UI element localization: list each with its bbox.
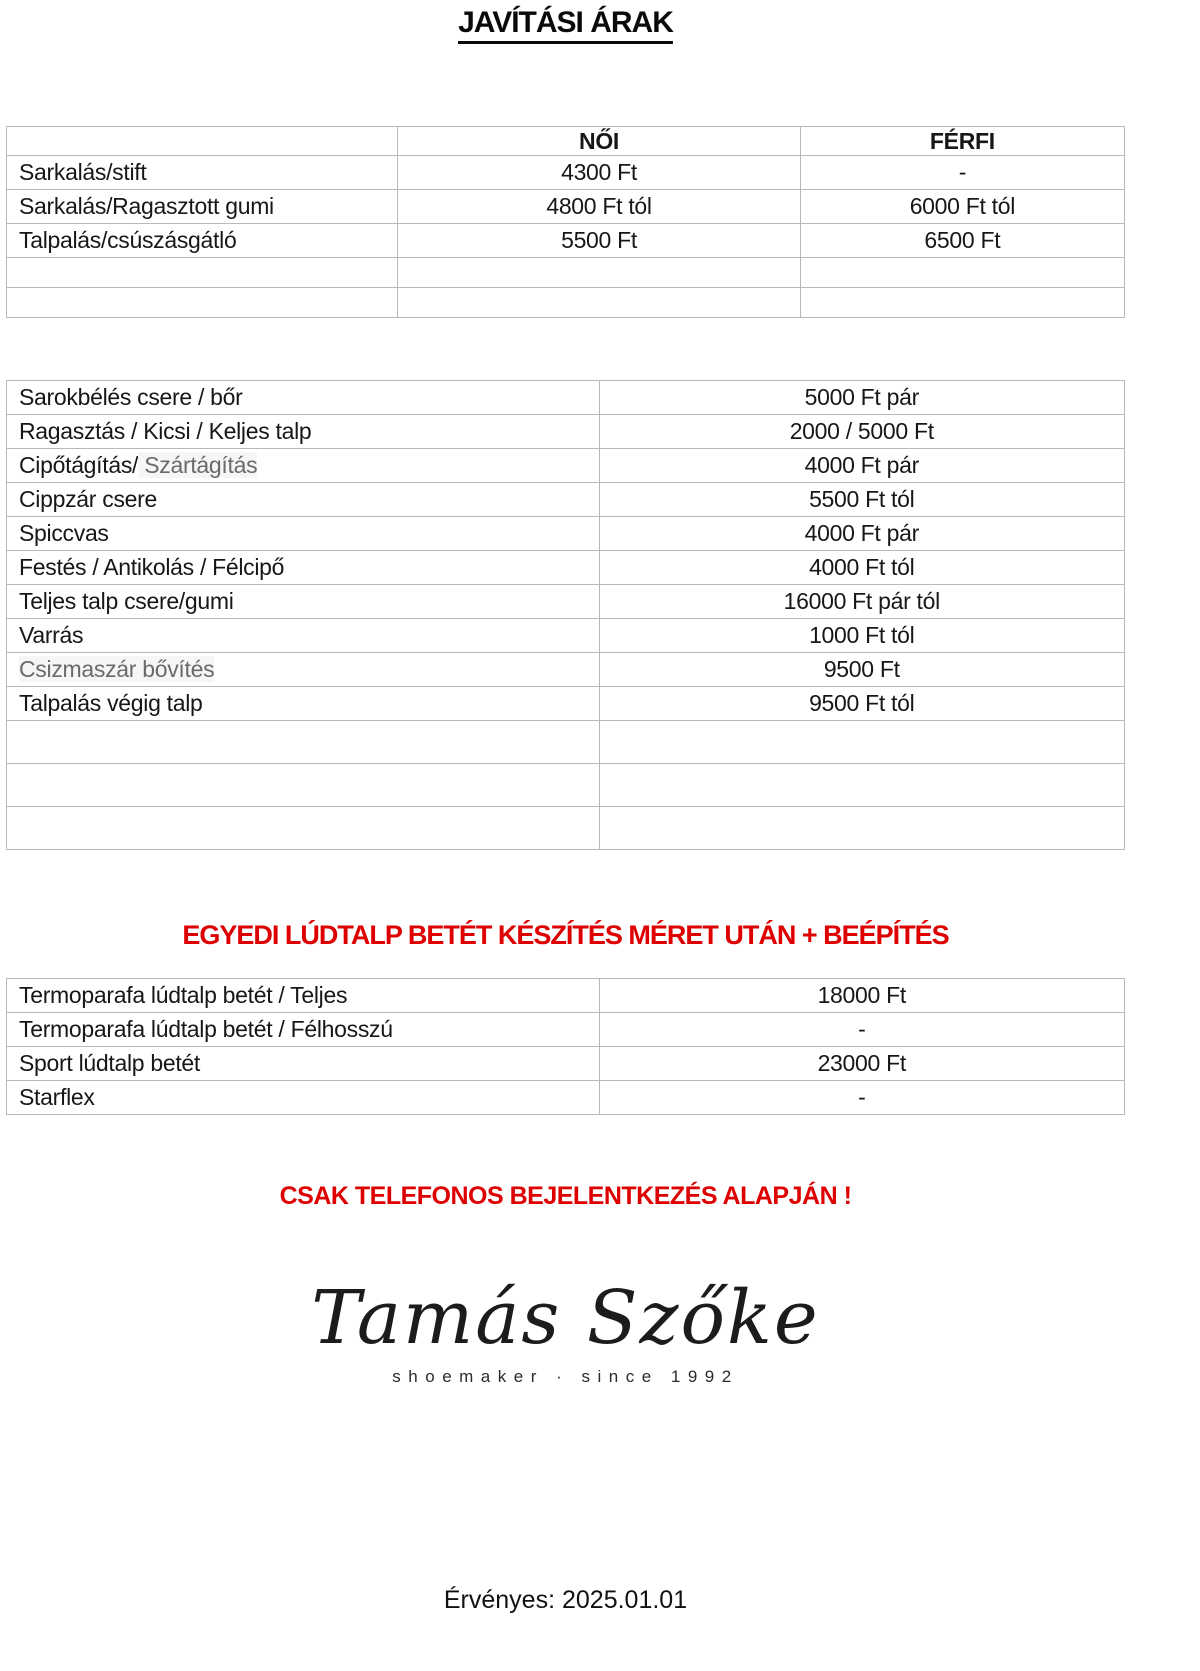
table-cell-muted-text: Csizmaszár bővítés [19, 656, 215, 682]
table-cell-text: - [958, 159, 967, 185]
table-row [7, 449, 1125, 483]
table-cell-text: 4000 Ft tól [809, 554, 915, 580]
table-cell-text: - [858, 1016, 866, 1042]
insole-pricing-section [6, 978, 1125, 1115]
table-cell [7, 551, 600, 585]
page-content [6, 0, 1125, 1671]
table-cell-text: Cipőtágítás/ [19, 452, 139, 478]
insole-section-heading: EGYEDI LÚDTALP BETÉT KÉSZÍTÉS MÉRET UTÁN + BEÉPÍTÉS [182, 920, 949, 950]
table-row [7, 224, 1125, 258]
table-cell [7, 653, 600, 687]
table-row [7, 258, 1125, 288]
table-cell [599, 764, 1124, 807]
table-cell [599, 551, 1124, 585]
table-cell [599, 653, 1124, 687]
table-cell-text: 4000 Ft pár [804, 520, 919, 546]
table-cell-muted-text: Szártágítás [138, 452, 258, 478]
logo-tagline: shoemaker · since 1992 [392, 1366, 739, 1386]
table-row [7, 721, 1125, 764]
table-cell-text: 5000 Ft pár [804, 384, 919, 410]
table-cell-text: Ragasztás / Kicsi / Keljes talp [19, 418, 312, 444]
table-cell [800, 258, 1124, 288]
table-cell [7, 381, 600, 415]
table-cell [599, 979, 1124, 1013]
table-cell-text: 9500 Ft tól [809, 690, 915, 716]
table-cell [800, 156, 1124, 190]
table-cell-text: 4000 Ft pár [804, 452, 919, 478]
table-cell [599, 449, 1124, 483]
table-cell-text: 5500 Ft [561, 227, 637, 253]
table-cell-text: Varrás [19, 622, 84, 648]
table-cell [599, 1013, 1124, 1047]
table-cell [599, 807, 1124, 850]
col-header-women: NŐI [398, 127, 800, 156]
page-title: JAVÍTÁSI ÁRAK [458, 6, 673, 44]
table-cell [599, 517, 1124, 551]
table-cell [7, 415, 600, 449]
table-cell-text: Talpalás/csúszásgátló [19, 227, 237, 253]
logo-script-name: Tamás Szőke [311, 1275, 820, 1361]
table-cell-text: 1000 Ft tól [809, 622, 915, 648]
title-section [6, 6, 1125, 44]
table-cell [599, 415, 1124, 449]
table-cell-text: 18000 Ft [817, 982, 906, 1008]
table-cell [7, 156, 398, 190]
table-cell-text: Sarkalás/Ragasztott gumi [19, 193, 274, 219]
table-cell-text: Festés / Antikolás / Félcipő [19, 554, 285, 580]
table-cell [7, 619, 600, 653]
table-cell-text: 9500 Ft [823, 656, 900, 682]
table-cell [7, 585, 600, 619]
table-cell [7, 449, 600, 483]
table-row [7, 619, 1125, 653]
table-cell [7, 721, 600, 764]
table-cell-text: Termoparafa lúdtalp betét / Félhosszú [19, 1016, 393, 1042]
table-cell [7, 1047, 600, 1081]
table-row [7, 687, 1125, 721]
table-cell [599, 585, 1124, 619]
table-row [7, 1047, 1125, 1081]
table-cell-text: Spiccvas [19, 520, 109, 546]
table-cell [800, 190, 1124, 224]
table-cell [800, 288, 1124, 318]
col-header-men: FÉRFI [800, 127, 1124, 156]
table-row [7, 807, 1125, 850]
table-cell [800, 224, 1124, 258]
table-cell [599, 381, 1124, 415]
table-row [7, 1013, 1125, 1047]
table-row [7, 190, 1125, 224]
services-pricing-table [6, 380, 1125, 850]
table-cell [7, 517, 600, 551]
table-row [7, 156, 1125, 190]
table-cell-text: Sport lúdtalp betét [19, 1050, 200, 1076]
table-cell-text: Starflex [19, 1084, 95, 1110]
table-cell [398, 224, 800, 258]
table-cell [599, 1047, 1124, 1081]
table-cell [398, 288, 800, 318]
table-cell [398, 190, 800, 224]
table-cell [7, 224, 398, 258]
insole-pricing-table [6, 978, 1125, 1115]
table-row [7, 653, 1125, 687]
table-cell-text: 5500 Ft tól [809, 486, 915, 512]
table-cell-text: 23000 Ft [817, 1050, 906, 1076]
table-row [7, 288, 1125, 318]
table-cell [7, 288, 398, 318]
table-cell-text: 16000 Ft pár tól [783, 588, 940, 614]
table-cell [398, 258, 800, 288]
table-cell [7, 687, 600, 721]
table-row [7, 585, 1125, 619]
col-header-blank [7, 127, 398, 156]
services-pricing-section [6, 380, 1125, 850]
table-cell-text: Teljes talp csere/gumi [19, 588, 234, 614]
table-cell-text: 6500 Ft [924, 227, 1001, 253]
table-row [7, 764, 1125, 807]
table-cell-text: Termoparafa lúdtalp betét / Teljes [19, 982, 348, 1008]
table-cell [7, 483, 600, 517]
table-cell [7, 258, 398, 288]
table-cell [7, 1081, 600, 1115]
heel-sole-pricing-section [6, 126, 1125, 318]
table-cell-text: 4300 Ft [561, 159, 637, 185]
table-row [7, 517, 1125, 551]
heel-sole-pricing-table [6, 126, 1125, 318]
table-cell [599, 687, 1124, 721]
table-row [7, 979, 1125, 1013]
table-cell [398, 156, 800, 190]
table-cell-text: 2000 / 5000 Ft [789, 418, 934, 444]
phone-appointment-note: CSAK TELEFONOS BEJELENTKEZÉS ALAPJÁN ! [279, 1182, 852, 1210]
table-cell [7, 807, 600, 850]
table-cell [599, 1081, 1124, 1115]
table-row [7, 1081, 1125, 1115]
table-row [7, 483, 1125, 517]
table-row [7, 551, 1125, 585]
table-cell [599, 721, 1124, 764]
table-cell-text: Talpalás végig talp [19, 690, 203, 716]
table-header-row [7, 127, 1125, 156]
table-cell-text: Cippzár csere [19, 486, 157, 512]
table-cell [7, 979, 600, 1013]
logo [6, 1272, 1125, 1387]
table-cell [599, 483, 1124, 517]
table-cell [7, 1013, 600, 1047]
table-cell-text: Sarokbélés csere / bőr [19, 384, 243, 410]
table-row [7, 381, 1125, 415]
table-cell-text: - [858, 1084, 866, 1110]
table-row [7, 415, 1125, 449]
table-cell-text: Sarkalás/stift [19, 159, 147, 185]
table-cell [7, 190, 398, 224]
table-cell-text: 4800 Ft tól [546, 193, 652, 219]
table-cell-text: 6000 Ft tól [909, 193, 1016, 219]
validity-date: Érvényes: 2025.01.01 [443, 1586, 688, 1614]
table-cell [7, 764, 600, 807]
table-cell [599, 619, 1124, 653]
